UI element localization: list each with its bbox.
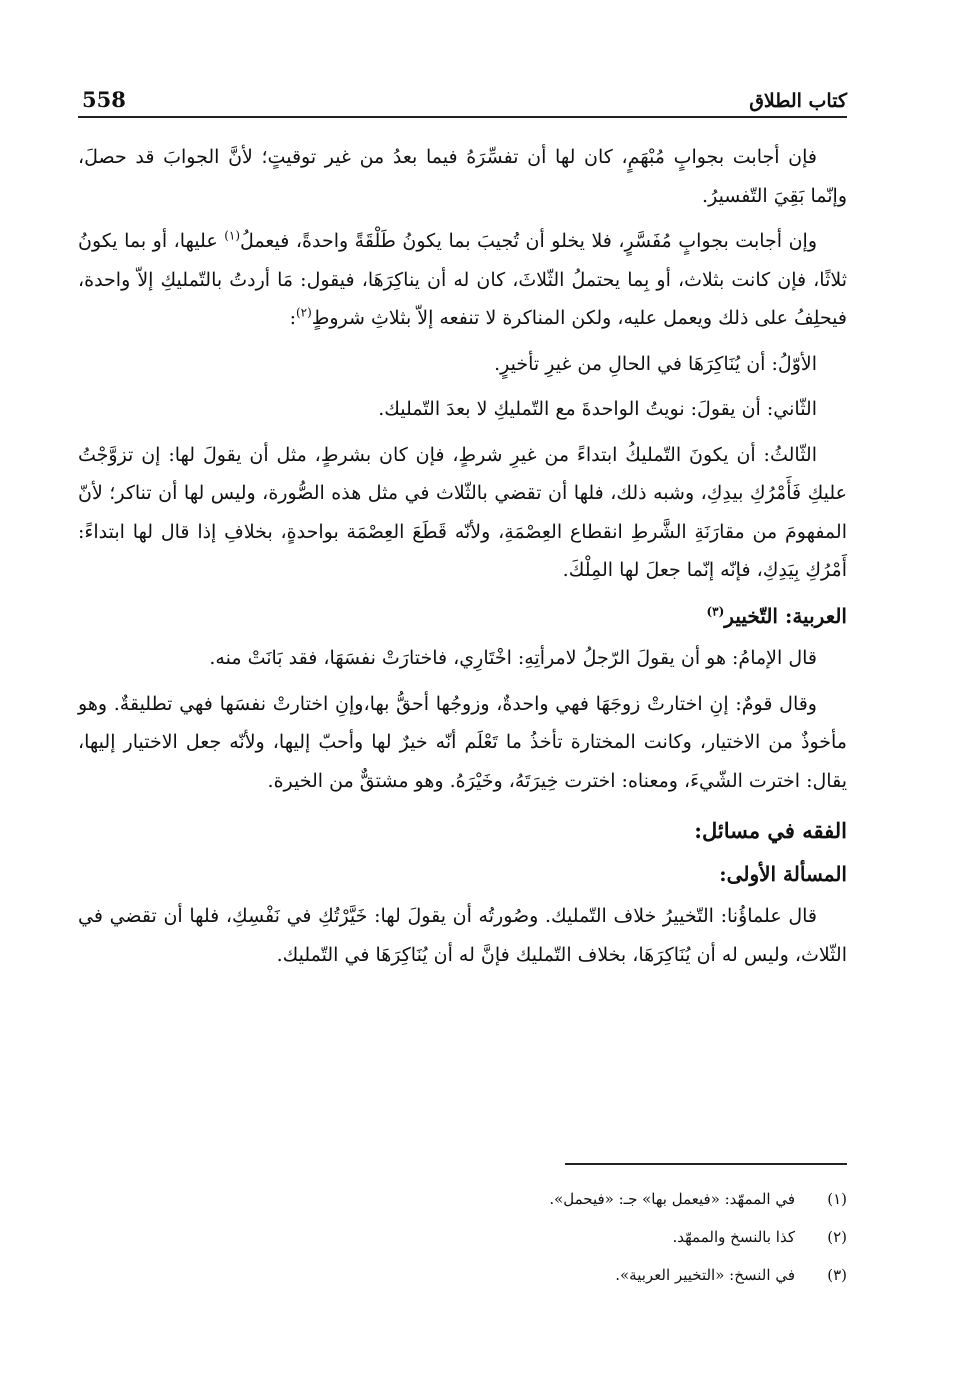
condition-3: الثّالثُ: أن يكونَ التّمليكُ ابتداءً من غيرِ شرطٍ، فإن كان بشرطٍ، مثل أن يقولَ لها: إن تزوَّجْتُ عليكِ فَأَمْرُكِ بيدِكِ، وشبه ذلك، فلها أن تقضي بالثّلاث في مثل هذه الصُّورة، وليس لها أن تناكر؛ لأنّ المفهومَ من مقارَنَةِ الشَّرطِ انقطاع العِصْمَةِ، ولأنّه قَطَعَ العِصْمَة بواحدةٍ، بخلافِ إذا قال لها ابتداءً: أَمْرُكِ بِيَدِكِ، فإنّه إنّما جعلَ لها المِلْكَ. <box>78 443 847 581</box>
footnote-ref-1: (١) <box>224 228 241 243</box>
question-1-heading: المسألة الأولى: <box>719 861 847 886</box>
arabic-section-heading <box>78 597 847 636</box>
footnote-number: (١) <box>827 1190 847 1208</box>
main-text <box>78 138 847 981</box>
paragraph-2-part-c: : <box>289 307 296 329</box>
footnote-ref-3: (٣) <box>706 603 725 618</box>
footnote-number: (٢) <box>827 1228 847 1246</box>
footnote-divider <box>565 1163 847 1165</box>
page-header <box>78 82 847 118</box>
footnote-2 <box>200 1218 847 1256</box>
footnote-ref-2: (٢) <box>295 305 312 320</box>
footnote-3 <box>200 1256 847 1294</box>
page-number: 558 <box>82 87 126 112</box>
condition-2: الثّاني: أن يقولَ: نويتُ الواحدةَ مع التّمليكِ لا بعدَ التّمليك. <box>378 398 817 420</box>
footnote-text: في الممهّد: «فيعمل بها» جـ: «فيحمل». <box>549 1190 795 1208</box>
footnote-1 <box>200 1180 847 1218</box>
footnote-text: في النسخ: «التخيير العربية». <box>615 1266 795 1284</box>
fiqh-section-heading: الفقه في مسائل: <box>694 818 847 843</box>
paragraph-2-part-b: عليها، أو بما يكونُ ثلاثًا، فإن كانت بثلاث، أو بِما يحتملُ الثّلاثَ، كان له أن يناكِرَهَا، فيقول: مَا أردتُ بالتّمليكِ إلاّ واحدة، فيحلِفُ على ذلك ويعمل عليه، ولكن المناكرة لا تنفعه إلاّ بثلاثِ شروطٍ <box>78 230 847 329</box>
paragraph-4: وقال قومٌ: إنِ اختارتْ زوجَهَا فهي واحدةٌ، وزوجُها أحقُّ بها،وإنِ اختارتْ نفسَها فهي تطليقةٌ. وهو مأخوذٌ من الاختيار، وكانت المختارة تأخذُ ما تَعْلَم أنّه خيرٌ لها وأحبّ إليها، ولأنّه جعل الاختيار إليها، يقال: اخترت الشّيءَ، ومعناه: اخترت خِيرَتَهُ، وخَيْرَهُ. وهو مشتقٌّ من الخيرة. <box>78 692 847 792</box>
arabic-heading-text: العربية: التّخيير <box>724 603 847 628</box>
footnote-number: (٣) <box>827 1266 847 1284</box>
paragraph-2 <box>78 222 847 338</box>
footnotes <box>200 1180 847 1294</box>
condition-1: الأوّلُ: أن يُنَاكِرَهَا في الحالِ من غيرِ تأخيرٍ. <box>494 352 817 375</box>
footnote-text: كذا بالنسخ والممهّد. <box>672 1228 795 1246</box>
paragraph-3: قال الإمامُ: هو أن يقولَ الرّجلُ لامرأتِهِ: اخْتَارِي، فاختارَتْ نفسَهَا، فقد بَانَتْ منه. <box>209 647 817 669</box>
paragraph-5: قال علماؤُنا: التّخييرُ خلاف التّمليك. وصُورتُه أن يقولَ لها: خَيَّرْتُكِ في نَفْسِكِ، فلها أن تقضي في الثّلاث، وليس له أن يُنَاكِرَهَا، بخلاف التّمليك فإنَّ له أن يُنَاكِرَهَا في التّمليك. <box>78 905 847 966</box>
paragraph-2-part-a: وإن أجابت بجوابٍ مُفَسَّرٍ، فلا يخلو أن تُجيبَ بما يكونُ طَلْقَةً واحدةً، فيعملُ <box>240 230 817 252</box>
paragraph-1: فإن أجابت بجوابٍ مُبْهَمٍ، كان لها أن تفسِّرَهُ فيما بعدُ من غير توقيتٍ؛ لأنَّ الجوابَ قد حصلَ، وإنّما بَقِيَ التّفسيرُ. <box>78 146 847 207</box>
running-title: كتاب الطلاق <box>749 90 847 112</box>
